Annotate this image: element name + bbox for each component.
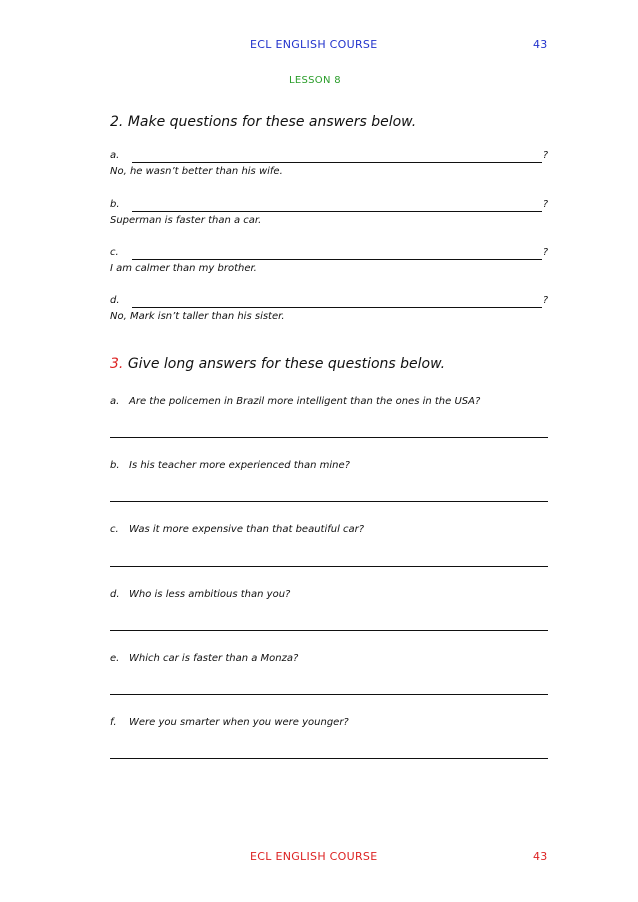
item-letter: a. [110,150,120,161]
lesson-label: LESSON 8 [289,75,341,86]
section2-item-a-answer: No, he wasn’t better than his wife. [110,166,283,177]
item-letter: b. [110,199,120,210]
section3-answer-line-c[interactable] [110,566,548,567]
section3-question-c [110,524,364,535]
item-letter: c. [110,524,119,535]
section2-item-d-line [110,295,548,309]
question-text: Which car is faster than a Monza? [129,653,299,664]
section3-number: 3. [110,356,124,372]
header-course-title: ECL ENGLISH COURSE [250,38,378,51]
question-text: Are the policemen in Brazil more intelligent than the ones in the USA? [129,396,481,407]
item-letter: e. [110,653,120,664]
section2-item-c-answer: I am calmer than my brother. [110,263,257,274]
item-letter: f. [110,717,117,728]
section2-item-a-line [110,150,548,164]
answer-write-line[interactable] [132,259,542,260]
section2-number: 2. [110,114,124,130]
question-mark: ? [542,295,548,306]
question-mark: ? [542,199,548,210]
answer-write-line[interactable] [132,162,542,163]
section3-question-d [110,589,290,600]
item-letter: d. [110,295,120,306]
section3-title: Give long answers for these questions below. [127,356,446,372]
section2-item-b-line [110,199,548,213]
section2-item-c-line [110,247,548,261]
answer-write-line[interactable] [132,211,542,212]
answer-write-line[interactable] [132,307,542,308]
section2-title: Make questions for these answers below. [127,114,417,130]
section3-answer-line-a[interactable] [110,437,548,438]
item-letter: c. [110,247,119,258]
question-mark: ? [542,247,548,258]
question-text: Were you smarter when you were younger? [129,717,349,728]
item-letter: d. [110,589,120,600]
section3-question-f [110,717,349,728]
item-letter: a. [110,396,120,407]
section2-heading [110,114,416,130]
section3-heading [110,356,445,372]
footer-course-title: ECL ENGLISH COURSE [250,850,378,863]
section2-item-d-answer: No, Mark isn’t taller than his sister. [110,311,285,322]
section3-answer-line-d[interactable] [110,630,548,631]
question-mark: ? [542,150,548,161]
section3-answer-line-e[interactable] [110,694,548,695]
question-text: Is his teacher more experienced than mine? [129,460,350,471]
question-text: Was it more expensive than that beautiful car? [129,524,365,535]
question-text: Who is less ambitious than you? [129,589,291,600]
section3-answer-line-b[interactable] [110,501,548,502]
section2-item-b-answer: Superman is faster than a car. [110,215,262,226]
footer-page-number: 43 [533,850,548,863]
section3-answer-line-f[interactable] [110,758,548,759]
section3-question-b [110,460,350,471]
section3-question-a [110,396,480,407]
section3-question-e [110,653,298,664]
header-page-number: 43 [533,38,548,51]
item-letter: b. [110,460,120,471]
